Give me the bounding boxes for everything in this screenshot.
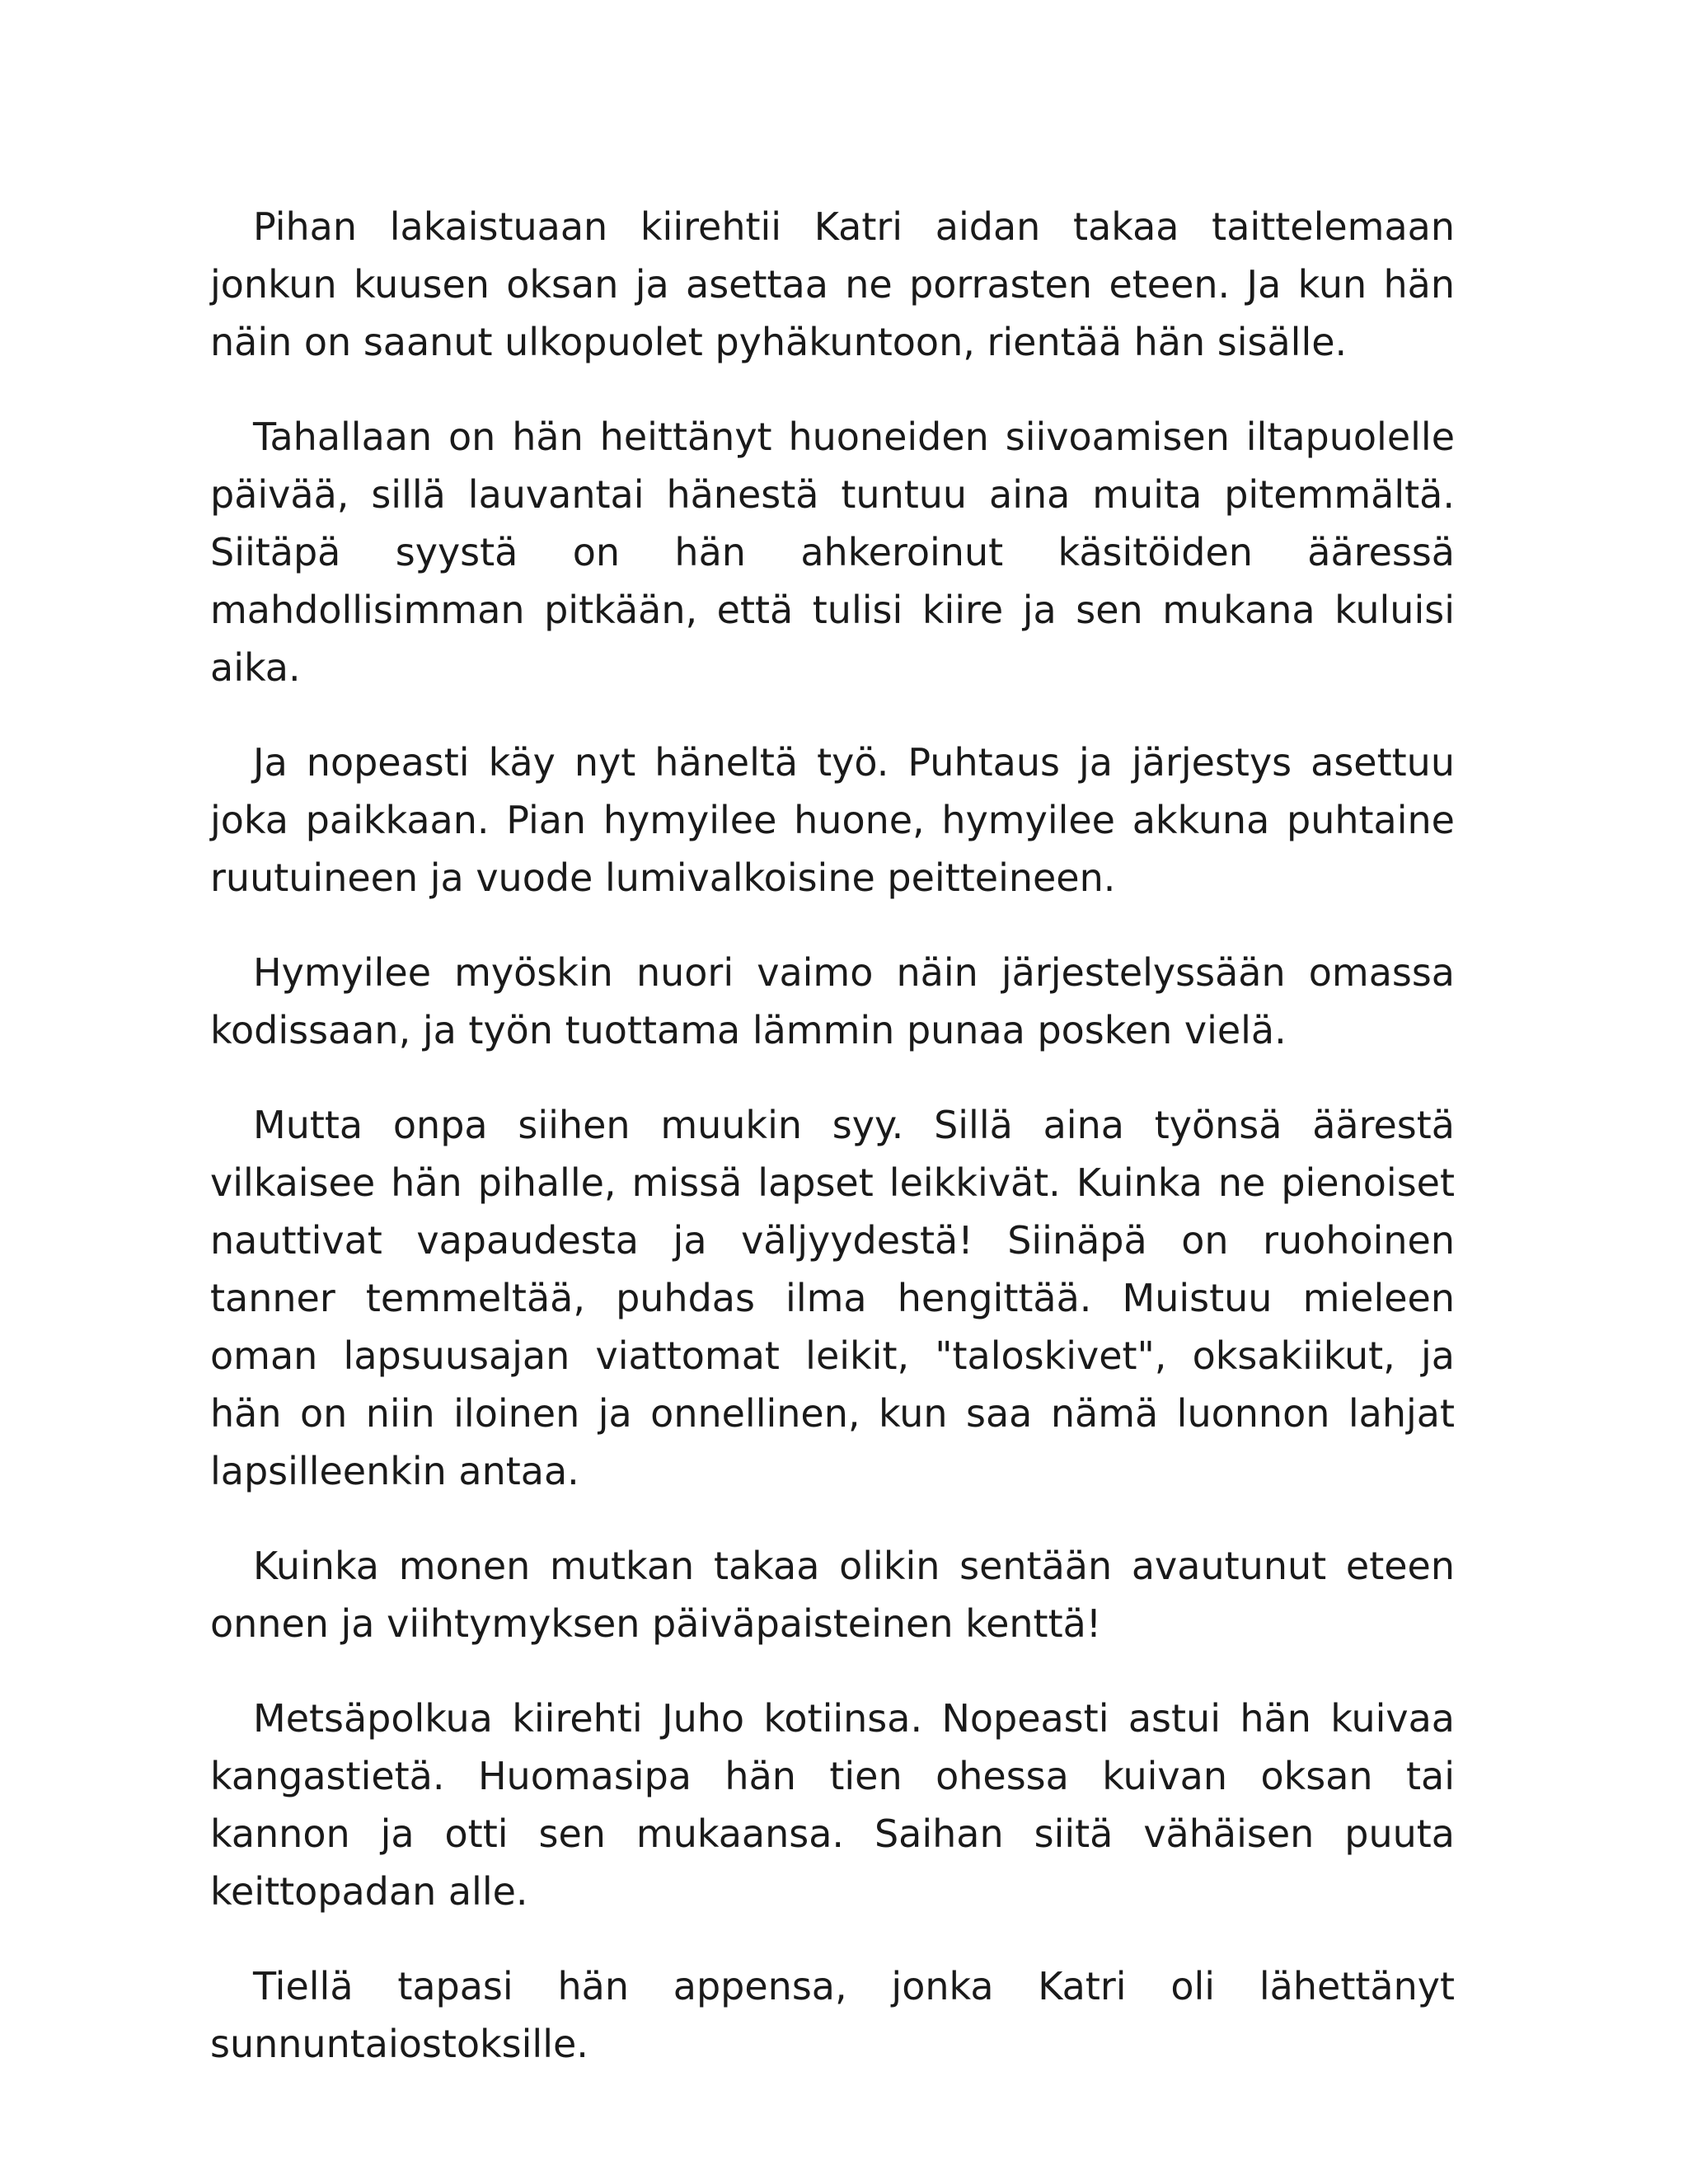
paragraph: Ja nopeasti käy nyt häneltä työ. Puhtaus ja järjestys asettuu joka paikkaan. Pian hymyilee huone, hymyilee akkuna puhtaine ruutuineen ja vuode lumivalkoisine peitteineen. bbox=[210, 740, 1455, 900]
paragraph: Pihan lakaistuaan kiirehtii Katri aidan takaa taittelemaan jonkun kuusen oksan ja asettaa ne porrasten eteen. Ja kun hän näin on saanut ulkopuolet pyhäkuntoon, rientää hän sisälle. bbox=[210, 204, 1455, 364]
paragraph: Tahallaan on hän heittänyt huoneiden siivoamisen iltapuolelle päivää, sillä lauvantai hänestä tuntuu aina muita pitemmältä. Siitäpä syystä on hän ahkeroinut käsitöiden ääressä mahdollisimman pitkään, että tulisi kiire ja sen mukana kuluisi aika. bbox=[210, 415, 1455, 690]
paragraph: Mutta onpa siihen muukin syy. Sillä aina työnsä äärestä vilkaisee hän pihalle, missä lapset leikkivät. Kuinka ne pienoiset nauttivat vapaudesta ja väljyydestä! Siinäpä on ruohoinen tanner temmeltää, puhdas ilma hengittää. Muistuu mieleen oman lapsuusajan viattomat leikit, "taloskivet", oksakiikut, ja hän on niin iloinen ja onnellinen, kun saa nämä luonnon lahjat lapsilleenkin antaa. bbox=[210, 1103, 1455, 1493]
paragraph: Tiellä tapasi hän appensa, jonka Katri oli lähettänyt sunnuntaiostoksille. bbox=[210, 1964, 1455, 2066]
document-page bbox=[210, 198, 1455, 2073]
paragraph: Hymyilee myöskin nuori vaimo näin järjestelyssään omassa kodissaan, ja työn tuottama lämmin punaa posken vielä. bbox=[210, 950, 1455, 1052]
paragraph: Metsäpolkua kiirehti Juho kotiinsa. Nopeasti astui hän kuivaa kangastietä. Huomasipa hän tien ohessa kuivan oksan tai kannon ja otti sen mukaansa. Saihan siitä vähäisen puuta keittopadan alle. bbox=[210, 1696, 1455, 1914]
paragraph: Kuinka monen mutkan takaa olikin sentään avautunut eteen onnen ja viihtymyksen päiväpaisteinen kenttä! bbox=[210, 1544, 1455, 1646]
